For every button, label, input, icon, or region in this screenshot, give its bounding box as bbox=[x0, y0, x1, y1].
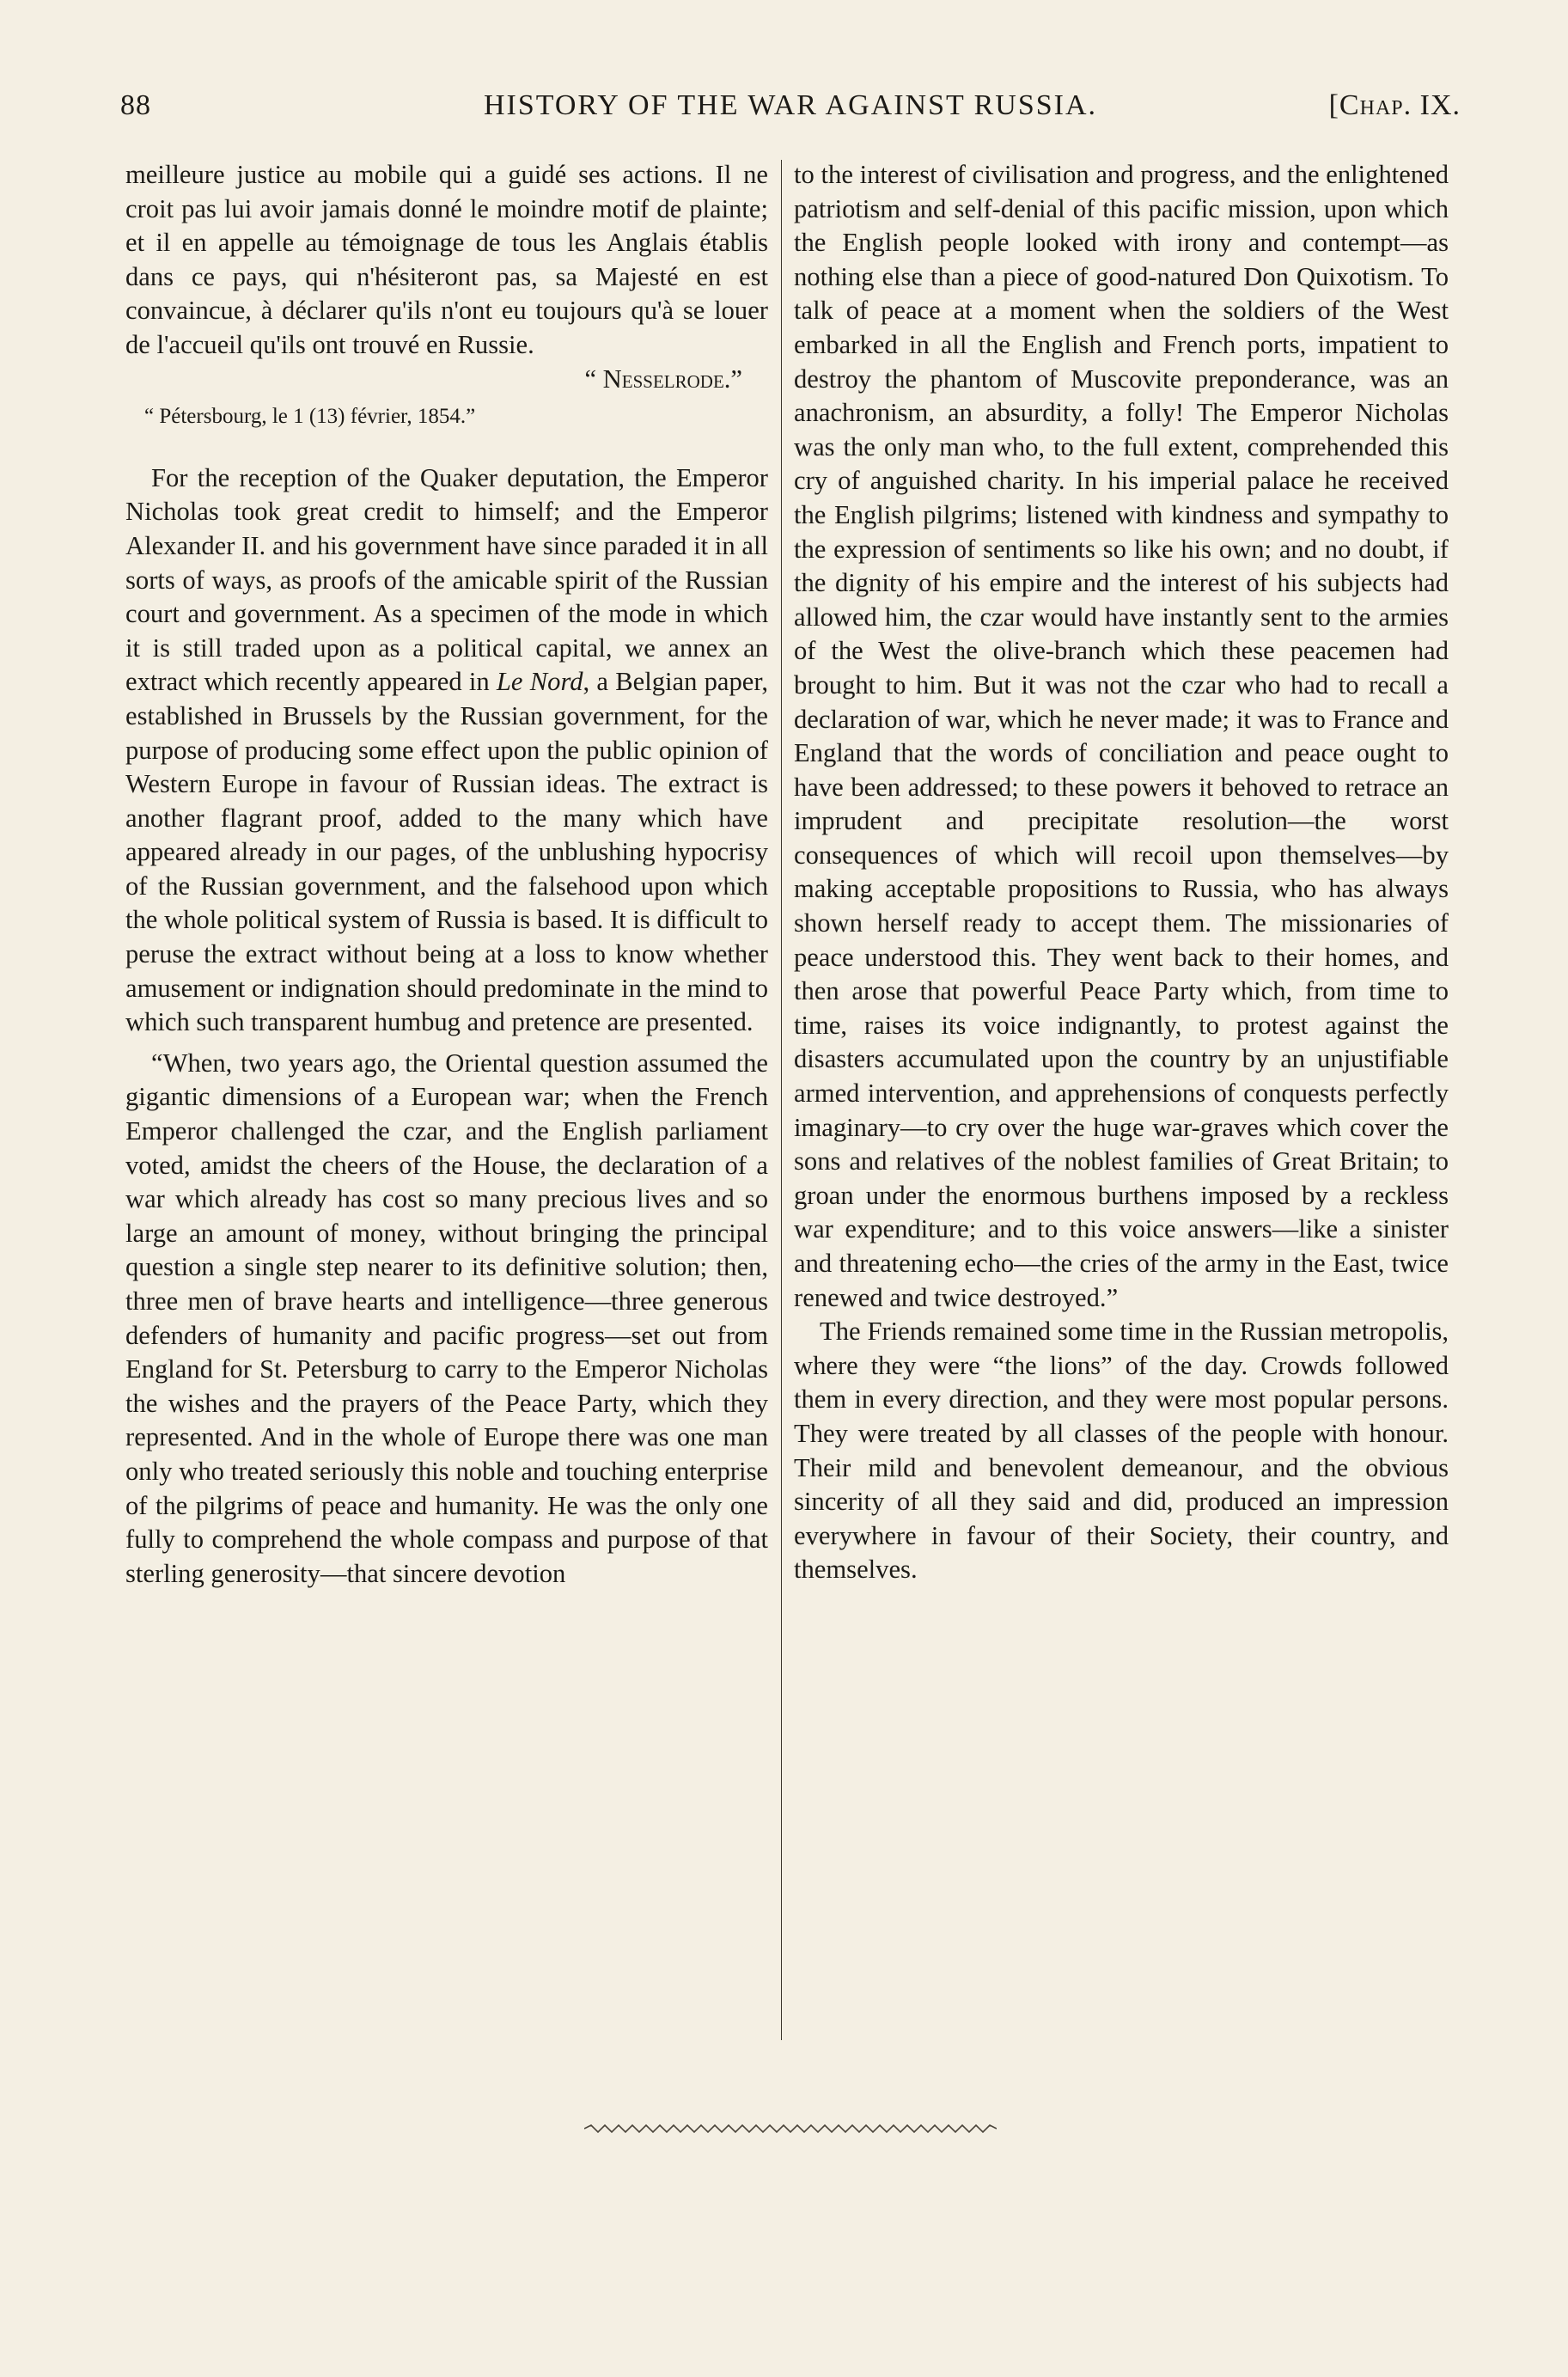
letter-place-date: “ Pétersbourg, le 1 (13) février, 1854.” bbox=[144, 405, 476, 429]
extract-quote-continued: to the interest of civilisation and progress, and the enlightened patriotism and self-denial of this pacific mission, upon which the English people looked with irony and contempt—as nothing else than a piece of good-natured Don Quixotism. To talk of peace at a moment when the soldiers of the West embarked in all the English and French ports, impatient to destroy the phantom of Muscovite preponderance, was an anachronism, an absurdity, a folly! The Emperor Nicholas was the only man who, to the full extent, comprehended this cry of anguished charity. In his imperial palace he received the English pilgrims; listened with kindness and sympathy to the expression of sentiments so like his own; and no doubt, if the dignity of his empire and the interest of his subjects had allowed him, the czar would have instantly sent to the armies of the West the olive-branch which these peacemen had brought to him. But it was not the czar who had to recall a declaration of war, which he never made; it was to France and England that the words of conciliation and peace ought to have been addressed; to these powers it behoved to retrace an imprudent and precipitate resolution—the worst consequences of which will recoil upon themselves—by making acceptable propositions to Russia, who has always shown herself ready to accept them. The missionaries of peace understood this. They went back to their homes, and then arose that powerful Peace Party which, from time to time, raises its voice indignantly, to protest against the disasters accumulated upon the country by an unjustifiable armed intervention, and apprehensions of conquests perfectly imaginary—to cry over the huge war-graves which cover the sons and relatives of the noblest families of Great Britain; to groan under the enormous burthens imposed by a reckless war expenditure; and to this voice answers—like a sinister and threatening echo—the cries of the army in the East, twice renewed and twice destroyed.” bbox=[794, 160, 1449, 1312]
friends-paragraph: The Friends remained some time in the Russian metropolis, where they were “the lions” of the day. Crowds followed them in every direction, and they were most popular persons. They were treated by all classes of the people with honour. Their mild and benevolent demeanour, and the obvious sincerity of all they said and did, produced an impression everywhere in favour of their Society, their country, and themselves. bbox=[794, 1317, 1449, 1585]
chapter-label: [Chap. IX. bbox=[1328, 89, 1461, 121]
newspaper-title: Le Nord bbox=[496, 667, 583, 697]
column-divider bbox=[781, 160, 782, 2040]
running-title: HISTORY OF THE WAR AGAINST RUSSIA. bbox=[483, 89, 1098, 121]
paragraph-text-end: , a Belgian paper, established in Brussels by the Russian government, for the purpose of producing some effect upon the public opinion of Western Europe in favour of Russian ideas. The extract is another flagrant proof, added to the many which have appeared already in our pages, of the unblushing hypocrisy of the Russian government, and the falsehood upon which the whole political system of Russia is based. It is difficult to peruse the extract without being at a loss to know whether amusement or indignation should predominate in the mind to which such transparent humbug and pretence are presented. bbox=[125, 667, 768, 1037]
extract-quote-start: “When, two years ago, the Oriental question assumed the gigantic dimensions of a European war; when the French Emperor challenged the czar, and the English parliament voted, amidst the cheers of the House, the declaration of a war which already has cost so many precious lives and so large an amount of money, without bringing the principal question a single step nearer to its definitive solution; then, three men of brave hearts and intelligence—three generous defenders of humanity and pacific progress—set out from England for St. Petersburg to carry to the Emperor Nicholas the wishes and the prayers of the Peace Party, which they represented. And in the whole of Europe there was one man only who treated seriously this noble and touching enterprise of the pilgrims of peace and humanity. He was the only one fully to comprehend the whole compass and purpose of that sterling generosity—that sincere devotion bbox=[125, 1048, 768, 1588]
quaker-deputation-paragraph bbox=[125, 461, 768, 1040]
left-column bbox=[125, 158, 768, 1591]
paragraph-text-start: For the reception of the Quaker deputation, the Emperor Nicholas took great credit to himself; and the Emperor Alexander II. and his government have since paraded it in all sorts of ways, as proofs of the amicable spirit of the Russian court and government. As a specimen of the mode in which it is still traded upon as a political capital, we annex an extract which recently appeared in bbox=[125, 462, 768, 697]
letter-signature: “ Nesselrode.” bbox=[584, 364, 742, 394]
letter-end-paragraph: meilleure justice au mobile qui a guidé ses actions. Il ne croit pas lui avoir jamais donné le moindre motif de plainte; et il en appelle au témoignage de tous les Anglais établis dans ce pays, qui n'hésiteront pas, sa Majesté en est convaincue, à déclarer qu'ils n'ont eu toujours qu'à se louer de l'accueil qu'ils ont trouvé en Russie. bbox=[125, 160, 768, 359]
page-number: 88 bbox=[120, 89, 151, 121]
ornamental-rule bbox=[584, 2123, 997, 2135]
right-column bbox=[794, 158, 1449, 1587]
running-header bbox=[120, 89, 1461, 132]
